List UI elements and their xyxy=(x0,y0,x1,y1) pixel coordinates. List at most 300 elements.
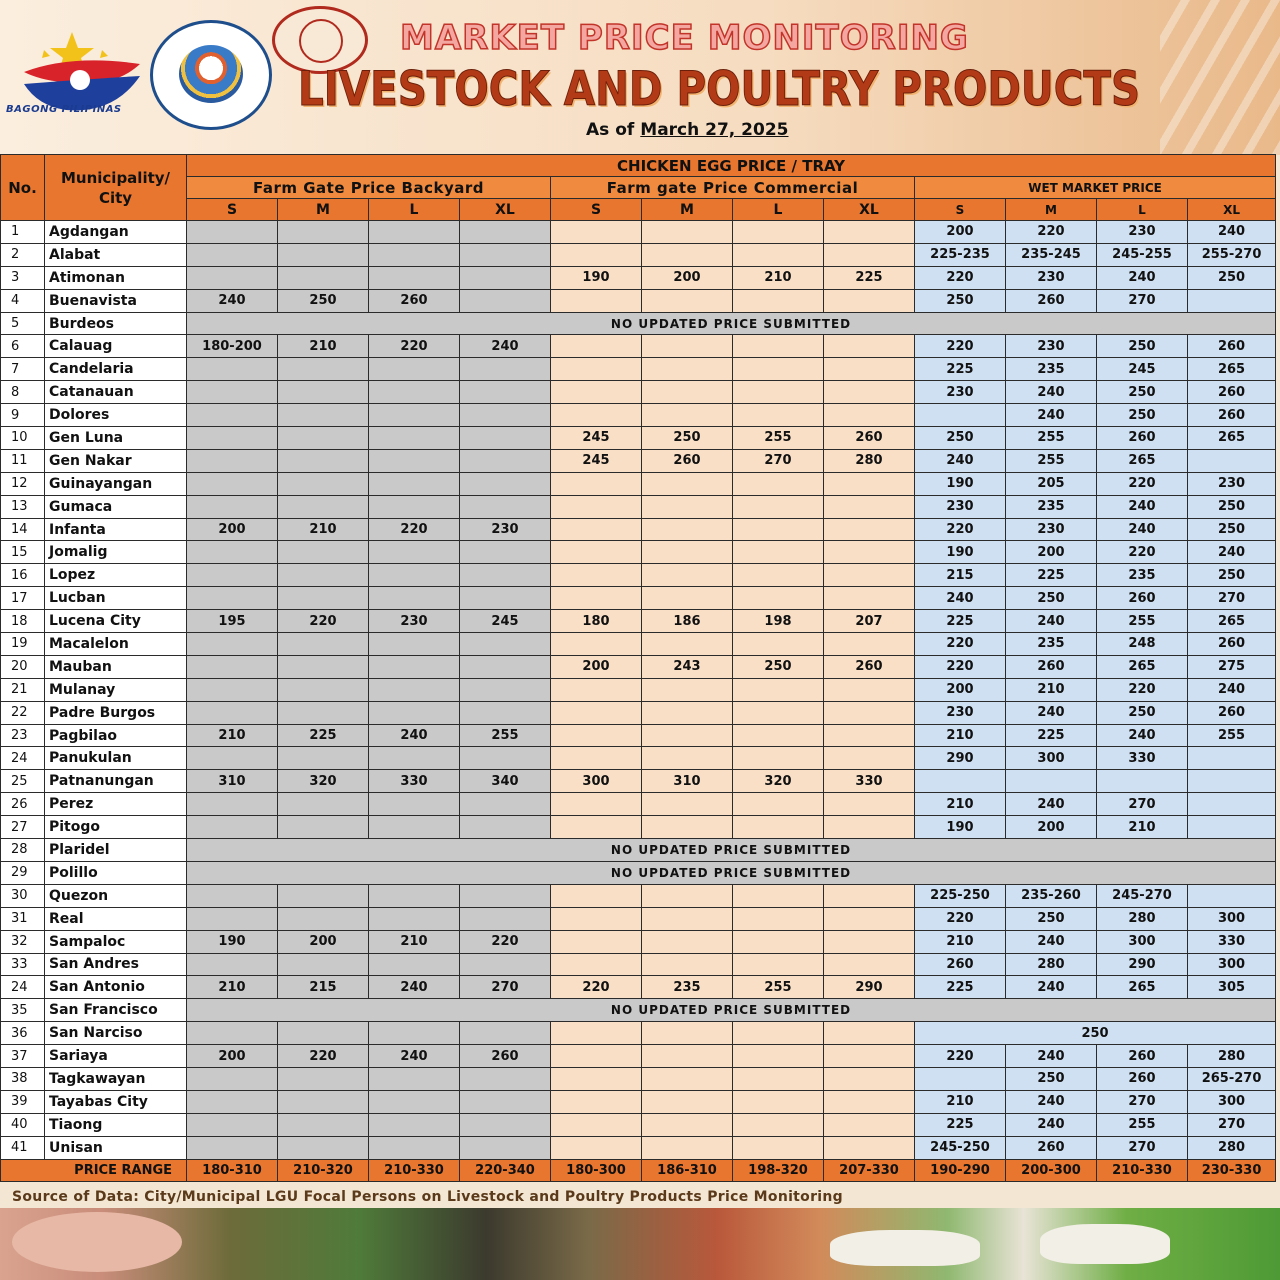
price-range-value: 230-330 xyxy=(1188,1159,1276,1182)
price-cell xyxy=(551,1045,642,1068)
price-cell xyxy=(642,678,733,701)
municipality-name: Real xyxy=(45,907,187,930)
price-cell: 265 xyxy=(1188,358,1276,381)
table-row xyxy=(1,1022,1276,1045)
municipality-name: Gen Nakar xyxy=(45,449,187,472)
price-cell: 270 xyxy=(460,976,551,999)
row-number: 30 xyxy=(1,884,45,907)
price-cell: 250 xyxy=(278,289,369,312)
table-row xyxy=(1,747,1276,770)
price-cell: 265 xyxy=(1097,976,1188,999)
price-cell: 250 xyxy=(915,289,1006,312)
row-number: 40 xyxy=(1,1113,45,1136)
price-cell xyxy=(1188,289,1276,312)
size-header: M xyxy=(642,199,733,221)
price-cell: 260 xyxy=(915,953,1006,976)
price-cell xyxy=(551,335,642,358)
price-cell: 220 xyxy=(915,1045,1006,1068)
price-cell xyxy=(733,358,824,381)
price-cell xyxy=(733,1022,824,1045)
price-cell xyxy=(733,907,824,930)
price-cell xyxy=(642,747,733,770)
price-cell: 198 xyxy=(733,610,824,633)
price-cell xyxy=(642,243,733,266)
price-cell xyxy=(187,587,278,610)
price-range-value: 210-330 xyxy=(369,1159,460,1182)
price-cell xyxy=(460,541,551,564)
table-row xyxy=(1,678,1276,701)
municipality-name: Agdangan xyxy=(45,221,187,244)
price-cell: 180 xyxy=(551,610,642,633)
row-number: 39 xyxy=(1,1090,45,1113)
price-cell xyxy=(824,404,915,427)
municipality-name: Candelaria xyxy=(45,358,187,381)
row-number: 26 xyxy=(1,793,45,816)
price-cell: 240 xyxy=(369,1045,460,1068)
price-cell xyxy=(278,678,369,701)
price-cell: 240 xyxy=(915,587,1006,610)
table-row xyxy=(1,976,1276,999)
price-cell xyxy=(278,358,369,381)
price-cell xyxy=(369,404,460,427)
row-number: 13 xyxy=(1,495,45,518)
price-cell: 275 xyxy=(1188,655,1276,678)
price-cell xyxy=(278,1090,369,1113)
price-cell xyxy=(369,1067,460,1090)
price-cell xyxy=(187,678,278,701)
as-of-line xyxy=(586,120,789,140)
price-cell xyxy=(551,907,642,930)
price-cell xyxy=(551,472,642,495)
price-cell: 240 xyxy=(460,335,551,358)
price-cell: 290 xyxy=(824,976,915,999)
pig-image xyxy=(12,1212,182,1272)
price-cell xyxy=(187,381,278,404)
price-cell xyxy=(369,678,460,701)
header-commercial: Farm gate Price Commercial xyxy=(551,177,915,199)
size-header: L xyxy=(1097,199,1188,221)
size-header: L xyxy=(733,199,824,221)
price-cell xyxy=(551,1090,642,1113)
price-cell xyxy=(460,381,551,404)
price-cell xyxy=(733,1113,824,1136)
price-cell xyxy=(460,678,551,701)
as-of-label: As of xyxy=(586,120,635,140)
price-cell xyxy=(187,953,278,976)
price-cell xyxy=(733,518,824,541)
municipality-name: Guinayangan xyxy=(45,472,187,495)
price-cell xyxy=(642,701,733,724)
price-cell: 250 xyxy=(1097,381,1188,404)
price-cell xyxy=(1006,770,1097,793)
price-cell xyxy=(733,335,824,358)
price-cell xyxy=(187,243,278,266)
price-cell xyxy=(1188,884,1276,907)
table-row xyxy=(1,655,1276,678)
price-cell xyxy=(824,289,915,312)
price-cell: 240 xyxy=(1006,381,1097,404)
price-cell xyxy=(369,655,460,678)
price-cell: 190 xyxy=(915,472,1006,495)
price-cell xyxy=(733,1090,824,1113)
table-row xyxy=(1,564,1276,587)
price-cell xyxy=(369,266,460,289)
price-cell xyxy=(824,243,915,266)
price-cell: 240 xyxy=(1006,1113,1097,1136)
price-cell: 305 xyxy=(1188,976,1276,999)
municipality-name: Pagbilao xyxy=(45,724,187,747)
price-cell: 186 xyxy=(642,610,733,633)
row-number: 27 xyxy=(1,816,45,839)
price-cell xyxy=(824,930,915,953)
municipality-name: Unisan xyxy=(45,1136,187,1159)
table-row xyxy=(1,427,1276,450)
price-cell: 210 xyxy=(369,930,460,953)
municipality-name: Burdeos xyxy=(45,312,187,335)
price-cell: 240 xyxy=(1097,518,1188,541)
price-cell xyxy=(642,953,733,976)
price-cell xyxy=(369,449,460,472)
price-cell: 250 xyxy=(733,655,824,678)
price-cell: 195 xyxy=(187,610,278,633)
price-cell: 280 xyxy=(824,449,915,472)
price-cell: 235 xyxy=(1006,633,1097,656)
municipality-name: Panukulan xyxy=(45,747,187,770)
price-cell xyxy=(278,587,369,610)
municipality-name: Infanta xyxy=(45,518,187,541)
price-cell xyxy=(642,289,733,312)
price-cell xyxy=(733,747,824,770)
price-cell xyxy=(460,221,551,244)
price-cell: 300 xyxy=(1006,747,1097,770)
price-cell xyxy=(369,564,460,587)
price-cell: 260 xyxy=(1006,1136,1097,1159)
price-cell: 250 xyxy=(1006,907,1097,930)
price-cell: 220 xyxy=(1097,678,1188,701)
price-cell xyxy=(369,747,460,770)
price-cell xyxy=(551,724,642,747)
price-cell xyxy=(369,381,460,404)
price-cell xyxy=(642,907,733,930)
price-cell xyxy=(733,243,824,266)
row-number: 12 xyxy=(1,472,45,495)
no-update-notice: NO UPDATED PRICE SUBMITTED xyxy=(187,839,1276,862)
price-cell: 255 xyxy=(733,427,824,450)
price-cell xyxy=(824,587,915,610)
row-number: 22 xyxy=(1,701,45,724)
price-cell: 265 xyxy=(1188,427,1276,450)
price-cell: 245 xyxy=(551,427,642,450)
price-cell: 280 xyxy=(1188,1136,1276,1159)
price-cell: 245 xyxy=(551,449,642,472)
row-number: 1 xyxy=(1,221,45,244)
row-number: 3 xyxy=(1,266,45,289)
price-cell xyxy=(187,816,278,839)
price-cell: 260 xyxy=(1188,633,1276,656)
price-cell: 240 xyxy=(1188,678,1276,701)
row-number: 10 xyxy=(1,427,45,450)
row-number: 15 xyxy=(1,541,45,564)
row-number: 37 xyxy=(1,1045,45,1068)
table-row xyxy=(1,839,1276,862)
price-cell xyxy=(551,518,642,541)
table-row xyxy=(1,884,1276,907)
municipality-name: Jomalig xyxy=(45,541,187,564)
price-cell xyxy=(460,1022,551,1045)
municipality-name: Tayabas City xyxy=(45,1090,187,1113)
size-header: S xyxy=(551,199,642,221)
price-cell: 220 xyxy=(369,335,460,358)
price-cell xyxy=(642,221,733,244)
table-row xyxy=(1,1045,1276,1068)
price-cell xyxy=(1097,770,1188,793)
municipality-name: Pitogo xyxy=(45,816,187,839)
row-number: 23 xyxy=(1,724,45,747)
price-cell: 330 xyxy=(824,770,915,793)
municipality-name: Macalelon xyxy=(45,633,187,656)
price-cell xyxy=(369,953,460,976)
row-number: 32 xyxy=(1,930,45,953)
price-cell: 215 xyxy=(915,564,1006,587)
price-cell xyxy=(187,495,278,518)
price-cell xyxy=(733,724,824,747)
price-cell: 240 xyxy=(369,976,460,999)
price-cell: 240 xyxy=(1006,701,1097,724)
table-row xyxy=(1,930,1276,953)
price-cell xyxy=(460,816,551,839)
price-cell: 225 xyxy=(278,724,369,747)
price-cell xyxy=(824,884,915,907)
row-number: 16 xyxy=(1,564,45,587)
row-number: 14 xyxy=(1,518,45,541)
price-cell: 230 xyxy=(915,701,1006,724)
price-cell: 215 xyxy=(278,976,369,999)
table-row xyxy=(1,1136,1276,1159)
size-header: L xyxy=(369,199,460,221)
price-cell xyxy=(187,358,278,381)
municipality-name: Lopez xyxy=(45,564,187,587)
price-cell: 220 xyxy=(915,907,1006,930)
price-cell: 235 xyxy=(1097,564,1188,587)
table-row xyxy=(1,266,1276,289)
size-header: XL xyxy=(824,199,915,221)
cow-image xyxy=(830,1230,980,1266)
size-header: XL xyxy=(1188,199,1276,221)
price-cell xyxy=(824,472,915,495)
price-cell xyxy=(733,1136,824,1159)
price-cell xyxy=(551,884,642,907)
price-cell xyxy=(187,1022,278,1045)
price-cell: 207 xyxy=(824,610,915,633)
municipality-name: Mulanay xyxy=(45,678,187,701)
table-row xyxy=(1,243,1276,266)
price-cell xyxy=(824,358,915,381)
price-cell: 290 xyxy=(1097,953,1188,976)
municipality-name: Gumaca xyxy=(45,495,187,518)
price-cell xyxy=(733,678,824,701)
size-header: S xyxy=(187,199,278,221)
price-cell xyxy=(824,1136,915,1159)
price-cell xyxy=(278,564,369,587)
price-cell xyxy=(278,472,369,495)
table-row xyxy=(1,999,1276,1022)
price-cell xyxy=(187,701,278,724)
price-cell xyxy=(551,747,642,770)
price-cell: 240 xyxy=(1097,724,1188,747)
price-cell: 220 xyxy=(460,930,551,953)
price-cell xyxy=(824,541,915,564)
municipality-name: Tiaong xyxy=(45,1113,187,1136)
price-cell xyxy=(460,1113,551,1136)
table-row xyxy=(1,1067,1276,1090)
price-cell xyxy=(460,701,551,724)
price-cell xyxy=(824,953,915,976)
price-cell: 300 xyxy=(1188,953,1276,976)
row-number: 38 xyxy=(1,1067,45,1090)
price-cell: 248 xyxy=(1097,633,1188,656)
price-cell: 280 xyxy=(1097,907,1188,930)
price-cell xyxy=(824,221,915,244)
price-cell xyxy=(369,884,460,907)
price-cell xyxy=(460,907,551,930)
price-cell xyxy=(824,633,915,656)
price-cell xyxy=(551,1067,642,1090)
municipality-name: Lucena City xyxy=(45,610,187,633)
no-update-notice: NO UPDATED PRICE SUBMITTED xyxy=(187,312,1276,335)
price-cell xyxy=(824,1090,915,1113)
price-cell: 200 xyxy=(187,518,278,541)
price-cell xyxy=(369,1113,460,1136)
price-cell: 200 xyxy=(1006,816,1097,839)
price-cell xyxy=(460,564,551,587)
price-cell xyxy=(824,335,915,358)
price-cell: 255 xyxy=(460,724,551,747)
price-cell xyxy=(642,564,733,587)
province-seal xyxy=(150,20,272,130)
egg-price-table xyxy=(0,154,1276,1182)
price-cell xyxy=(824,1045,915,1068)
price-cell xyxy=(460,358,551,381)
price-cell xyxy=(460,1136,551,1159)
price-cell: 205 xyxy=(1006,472,1097,495)
price-cell: 245-255 xyxy=(1097,243,1188,266)
municipality-name: San Antonio xyxy=(45,976,187,999)
municipality-name: San Narciso xyxy=(45,1022,187,1045)
price-cell xyxy=(187,655,278,678)
price-cell: 220 xyxy=(551,976,642,999)
price-cell: 230 xyxy=(1188,472,1276,495)
table-row xyxy=(1,289,1276,312)
price-cell xyxy=(824,747,915,770)
price-cell: 230 xyxy=(369,610,460,633)
price-cell xyxy=(733,472,824,495)
price-cell xyxy=(733,221,824,244)
price-cell xyxy=(187,427,278,450)
price-cell: 240 xyxy=(1006,1045,1097,1068)
row-number: 25 xyxy=(1,770,45,793)
price-cell xyxy=(824,724,915,747)
municipality-name: Patnanungan xyxy=(45,770,187,793)
price-cell: 250 xyxy=(1188,266,1276,289)
price-cell xyxy=(642,1067,733,1090)
price-cell: 260 xyxy=(1188,335,1276,358)
municipality-name: Gen Luna xyxy=(45,427,187,450)
price-cell xyxy=(460,472,551,495)
price-cell: 310 xyxy=(642,770,733,793)
row-number: 33 xyxy=(1,953,45,976)
table-row xyxy=(1,770,1276,793)
municipality-name: Quezon xyxy=(45,884,187,907)
price-cell: 225 xyxy=(915,976,1006,999)
price-cell xyxy=(369,495,460,518)
price-cell: 210 xyxy=(915,930,1006,953)
price-cell: 255 xyxy=(1006,449,1097,472)
price-cell: 265 xyxy=(1188,610,1276,633)
price-cell xyxy=(824,564,915,587)
price-cell: 240 xyxy=(1188,541,1276,564)
price-cell xyxy=(642,1136,733,1159)
price-cell xyxy=(369,701,460,724)
price-cell xyxy=(369,427,460,450)
price-cell: 240 xyxy=(187,289,278,312)
price-cell xyxy=(278,747,369,770)
price-cell xyxy=(824,701,915,724)
header-municipality: Municipality/ City xyxy=(45,155,187,221)
price-cell xyxy=(551,564,642,587)
table-row xyxy=(1,312,1276,335)
price-cell: 300 xyxy=(1188,1090,1276,1113)
price-cell xyxy=(369,472,460,495)
price-cell: 225-250 xyxy=(915,884,1006,907)
no-update-notice: NO UPDATED PRICE SUBMITTED xyxy=(187,861,1276,884)
price-cell xyxy=(551,1113,642,1136)
price-cell xyxy=(278,884,369,907)
municipality-name: Tagkawayan xyxy=(45,1067,187,1090)
municipality-name: Lucban xyxy=(45,587,187,610)
price-cell xyxy=(187,747,278,770)
price-cell: 250 xyxy=(1097,701,1188,724)
price-cell xyxy=(187,472,278,495)
header-egg-price: CHICKEN EGG PRICE / TRAY xyxy=(187,155,1276,177)
price-cell: 230 xyxy=(1006,335,1097,358)
price-cell: 260 xyxy=(824,427,915,450)
price-cell xyxy=(1188,747,1276,770)
price-cell: 210 xyxy=(733,266,824,289)
price-cell xyxy=(551,930,642,953)
price-range-label: PRICE RANGE xyxy=(1,1159,187,1182)
row-number: 20 xyxy=(1,655,45,678)
price-cell xyxy=(551,701,642,724)
price-cell xyxy=(733,541,824,564)
price-cell xyxy=(1188,449,1276,472)
price-cell: 235 xyxy=(1006,358,1097,381)
row-number: 7 xyxy=(1,358,45,381)
price-cell xyxy=(642,381,733,404)
price-cell: 250 xyxy=(642,427,733,450)
municipality-name: Calauag xyxy=(45,335,187,358)
price-cell xyxy=(460,289,551,312)
price-cell: 260 xyxy=(1006,655,1097,678)
municipality-name: San Andres xyxy=(45,953,187,976)
price-cell: 330 xyxy=(1097,747,1188,770)
price-cell xyxy=(733,564,824,587)
price-range-value: 210-330 xyxy=(1097,1159,1188,1182)
price-range-row xyxy=(1,1159,1276,1182)
price-cell: 260 xyxy=(460,1045,551,1068)
price-cell xyxy=(187,564,278,587)
header-wet-market: WET MARKET PRICE xyxy=(915,177,1276,199)
row-number: 6 xyxy=(1,335,45,358)
